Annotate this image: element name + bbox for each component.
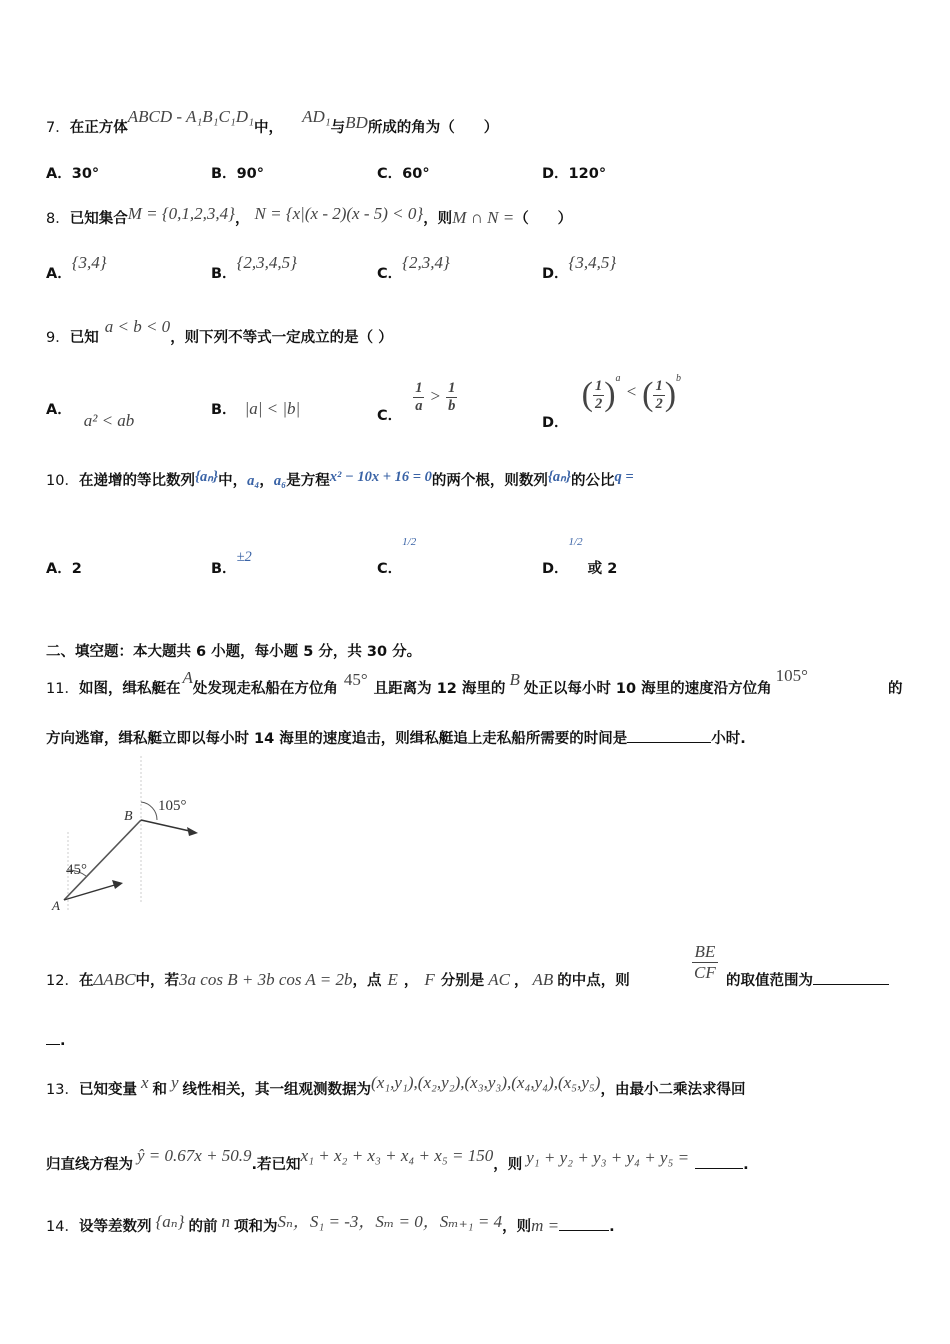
q10-number: 10． xyxy=(46,473,79,489)
q9-line xyxy=(46,317,393,347)
q13-line-1 xyxy=(46,1073,746,1099)
q12-text-6: 的取值范围为 xyxy=(726,973,813,989)
q12-text-1: 在 xyxy=(78,973,94,989)
q13-text-6: .若已知 xyxy=(251,1157,301,1173)
q10-line xyxy=(46,469,634,490)
q12-ac: AC xyxy=(488,970,510,989)
q11-line-2 xyxy=(46,727,746,748)
q7-number: 7． xyxy=(46,120,70,136)
q14-seq: {aₙ} xyxy=(155,1212,185,1231)
q10-equation: x² − 10x + 16 = 0 xyxy=(329,469,432,485)
q9-option-d[interactable]: D． ( $\frac{1}{2}$ )$^a$ < ( $\frac{1}{2}$ )$^b$ xyxy=(542,373,682,431)
q7-line xyxy=(46,107,499,137)
q8-text-1: 已知集合 xyxy=(69,211,128,227)
q11-figure xyxy=(46,752,216,912)
q12-answer-blank-2[interactable] xyxy=(46,1030,60,1045)
q12-equation: 3a cos B + 3b cos A = 2b xyxy=(179,970,353,989)
q13-text-5: 归直线方程为 xyxy=(46,1157,133,1173)
q12-fraction: $\frac{BE}{CF}$ xyxy=(694,942,716,982)
q12-answer-blank[interactable] xyxy=(813,970,889,985)
fig-label-b: B xyxy=(124,809,133,824)
q14-m: m = xyxy=(531,1216,560,1235)
q8-paren: （ ） xyxy=(514,211,573,227)
q8-intersection: M ∩ N = xyxy=(452,208,515,227)
q12-text-4: 分别是 xyxy=(440,973,485,989)
q7-option-d[interactable]: D．120° xyxy=(542,166,607,182)
q7-text-4: 所成的角为（ ） xyxy=(367,120,499,136)
q13-line-2: 归直线方程为 ŷ = 0.67x + 50.9.若已知x₁ + x₂ + x₃ + x₄ + x₅ = 150，则 y₁ + y₂ + y₃ + y₄ + y₅ = . xyxy=(46,1146,749,1173)
q10-text-4: 的两个根，则数列 xyxy=(431,473,548,489)
q10-text-2: 中， xyxy=(218,473,248,489)
q8-option-b[interactable]: B．{2,3,4,5} xyxy=(211,253,297,282)
q8-number: 8． xyxy=(46,211,70,227)
fig-angle-45: 45° xyxy=(66,862,87,878)
q10-option-c[interactable]: C．$^{1/2}$ xyxy=(377,536,417,577)
q9-text-1: 已知 xyxy=(69,330,99,346)
q11-angle-1: 45° xyxy=(343,670,368,689)
q12-triangle: ΔABC xyxy=(93,970,136,989)
q8-set-m: M = {0,1,2,3,4} xyxy=(127,204,235,223)
q8-option-a[interactable]: A．{3,4} xyxy=(46,253,107,282)
q12-text-2: 中，若 xyxy=(135,973,180,989)
q12-point-e: E xyxy=(387,970,398,989)
q13-text-3: 线性相关，其一组观测数据为 xyxy=(182,1082,372,1098)
q13-answer-blank[interactable] xyxy=(695,1154,743,1169)
arrow-a-head xyxy=(112,880,123,889)
q11-point-b: B xyxy=(509,670,520,689)
q13-sum-y: y₁ + y₂ + y₃ + y₄ + y₅ = xyxy=(526,1148,690,1167)
q11-text-1: 如图，缉私艇在 xyxy=(78,681,181,697)
q12-sep-2: ， xyxy=(513,973,529,989)
q10-sep: ， xyxy=(259,473,274,489)
arrow-b-head xyxy=(187,827,198,836)
q9-condition: a < b < 0 xyxy=(104,317,171,336)
q7-bd: BD xyxy=(345,113,368,132)
q7-text-1: 在正方体 xyxy=(69,120,128,136)
q12-line xyxy=(46,969,630,990)
q14-line: 14．设等差数列 {aₙ} 的前 n 项和为Sₙ，S₁ = -3，Sₘ = 0，Sₘ₊₁ = 4，则m = . xyxy=(46,1212,615,1235)
q14-number: 14． xyxy=(46,1219,79,1235)
q8-option-c[interactable]: C．{2,3,4} xyxy=(377,253,450,282)
q12-number: 12． xyxy=(46,973,79,989)
q9-number: 9． xyxy=(46,330,70,346)
q8-set-n: N = {x|(x - 2)(x - 5) < 0} xyxy=(254,204,424,223)
q7-text-2: 中， xyxy=(254,120,283,136)
q14-text-1: 设等差数列 xyxy=(78,1219,152,1235)
q13-regression: ŷ = 0.67x + 50.9 xyxy=(137,1146,252,1165)
q10-text-5: 的公比 xyxy=(571,473,615,489)
q13-var-y: y xyxy=(171,1073,179,1092)
section2-title: 二、填空题：本大题共 6 小题，每小题 5 分，共 30 分。 xyxy=(46,644,422,660)
q7-cube: ABCD - A₁B₁C₁D₁ xyxy=(127,107,254,126)
q12-ab: AB xyxy=(532,970,554,989)
q10-text-3: 是方程 xyxy=(286,473,330,489)
q7-option-a[interactable]: A．30° xyxy=(46,166,100,182)
q14-text-4: ，则 xyxy=(502,1219,532,1235)
q8-comma: ， xyxy=(234,211,250,227)
q10-option-a[interactable]: A．2 xyxy=(46,561,82,577)
q13-data: (x₁,y₁),(x₂,y₂),(x₃,y₃),(x₄,y₄),(x₅,y₅) xyxy=(371,1073,601,1092)
q10-a4: a₄ xyxy=(247,473,260,489)
fig-label-a: A xyxy=(52,898,60,912)
q8-option-d[interactable]: D．{3,4,5} xyxy=(542,253,617,282)
q11-angle-2: 105° xyxy=(775,666,808,685)
q10-seq: {aₙ} xyxy=(194,469,219,485)
q9-option-a[interactable]: A．a² < ab xyxy=(46,402,135,430)
q13-text-4: ，由最小二乘法求得回 xyxy=(600,1082,746,1098)
q12-tail xyxy=(726,969,889,990)
q14-text-2: 的前 xyxy=(188,1219,218,1235)
q11-line-1 xyxy=(46,666,812,698)
q11-text-2: 处发现走私船在方位角 xyxy=(192,681,338,697)
q13-sum-x: x₁ + x₂ + x₃ + x₄ + x₅ = 150 xyxy=(300,1146,494,1165)
q13-text-1: 已知变量 xyxy=(78,1082,137,1098)
q7-text-3: 与 xyxy=(330,120,346,136)
q12-text-3: ，点 xyxy=(352,973,382,989)
q10-option-d[interactable]: D．$^{1/2}$ 或 2 xyxy=(542,536,618,577)
q12-sep: ， xyxy=(403,973,419,989)
q10-a6: a₆ xyxy=(273,473,287,489)
q11-text-3: 且距离为 12 海里的 xyxy=(373,681,506,697)
q11-text-5: 的 xyxy=(888,681,903,697)
q11-text-4: 处正以每小时 10 海里的速度沿方位角 xyxy=(523,681,772,697)
q10-q: q = xyxy=(614,469,634,485)
q14-text-3: 项和为 xyxy=(233,1219,278,1235)
arc-105 xyxy=(141,802,157,820)
q12-end: . xyxy=(46,1030,66,1049)
q11-answer-blank[interactable] xyxy=(627,728,711,743)
q12-point-f: F xyxy=(424,970,435,989)
q7-option-b[interactable]: B．90° xyxy=(211,166,264,182)
q10-option-b[interactable]: B．±2 xyxy=(211,549,252,577)
fig-angle-105: 105° xyxy=(158,798,187,814)
q13-text-7: ，则 xyxy=(493,1157,523,1173)
q13-text-2: 和 xyxy=(152,1082,167,1098)
q13-number: 13． xyxy=(46,1082,79,1098)
q12-text-5: 的中点，则 xyxy=(557,973,630,989)
q8-line xyxy=(46,204,573,228)
q7-option-c[interactable]: C．60° xyxy=(377,166,430,182)
q9-text-2: ，则下列不等式一定成立的是（ ） xyxy=(170,330,393,346)
q13-var-x: x xyxy=(140,1073,149,1092)
arrow-b xyxy=(141,820,194,832)
q9-option-b[interactable]: B． |a| < |b| xyxy=(211,399,301,418)
q10-seq-2: {aₙ} xyxy=(547,469,571,485)
q10-text-1: 在递增的等比数列 xyxy=(78,473,195,489)
q11-text-6: 小时. xyxy=(711,731,746,747)
q11-number: 11． xyxy=(46,681,79,697)
q9-option-c[interactable]: C． $\frac{1}{a}$ > $\frac{1}{b}$ xyxy=(377,380,456,424)
q14-n: n xyxy=(221,1212,230,1231)
q14-condition: Sₙ，S₁ = -3，Sₘ = 0，Sₘ₊₁ = 4 xyxy=(277,1212,503,1231)
q11-point-a: A xyxy=(182,668,193,687)
q11-text-line2: 方向逃窜，缉私艇立即以每小时 14 海里的速度追击，则缉私艇追上走私船所需要的时间是 xyxy=(46,731,628,747)
q14-answer-blank[interactable] xyxy=(559,1216,609,1231)
q7-ad1: AD₁ xyxy=(302,107,331,126)
q8-text-2: ，则 xyxy=(423,211,453,227)
